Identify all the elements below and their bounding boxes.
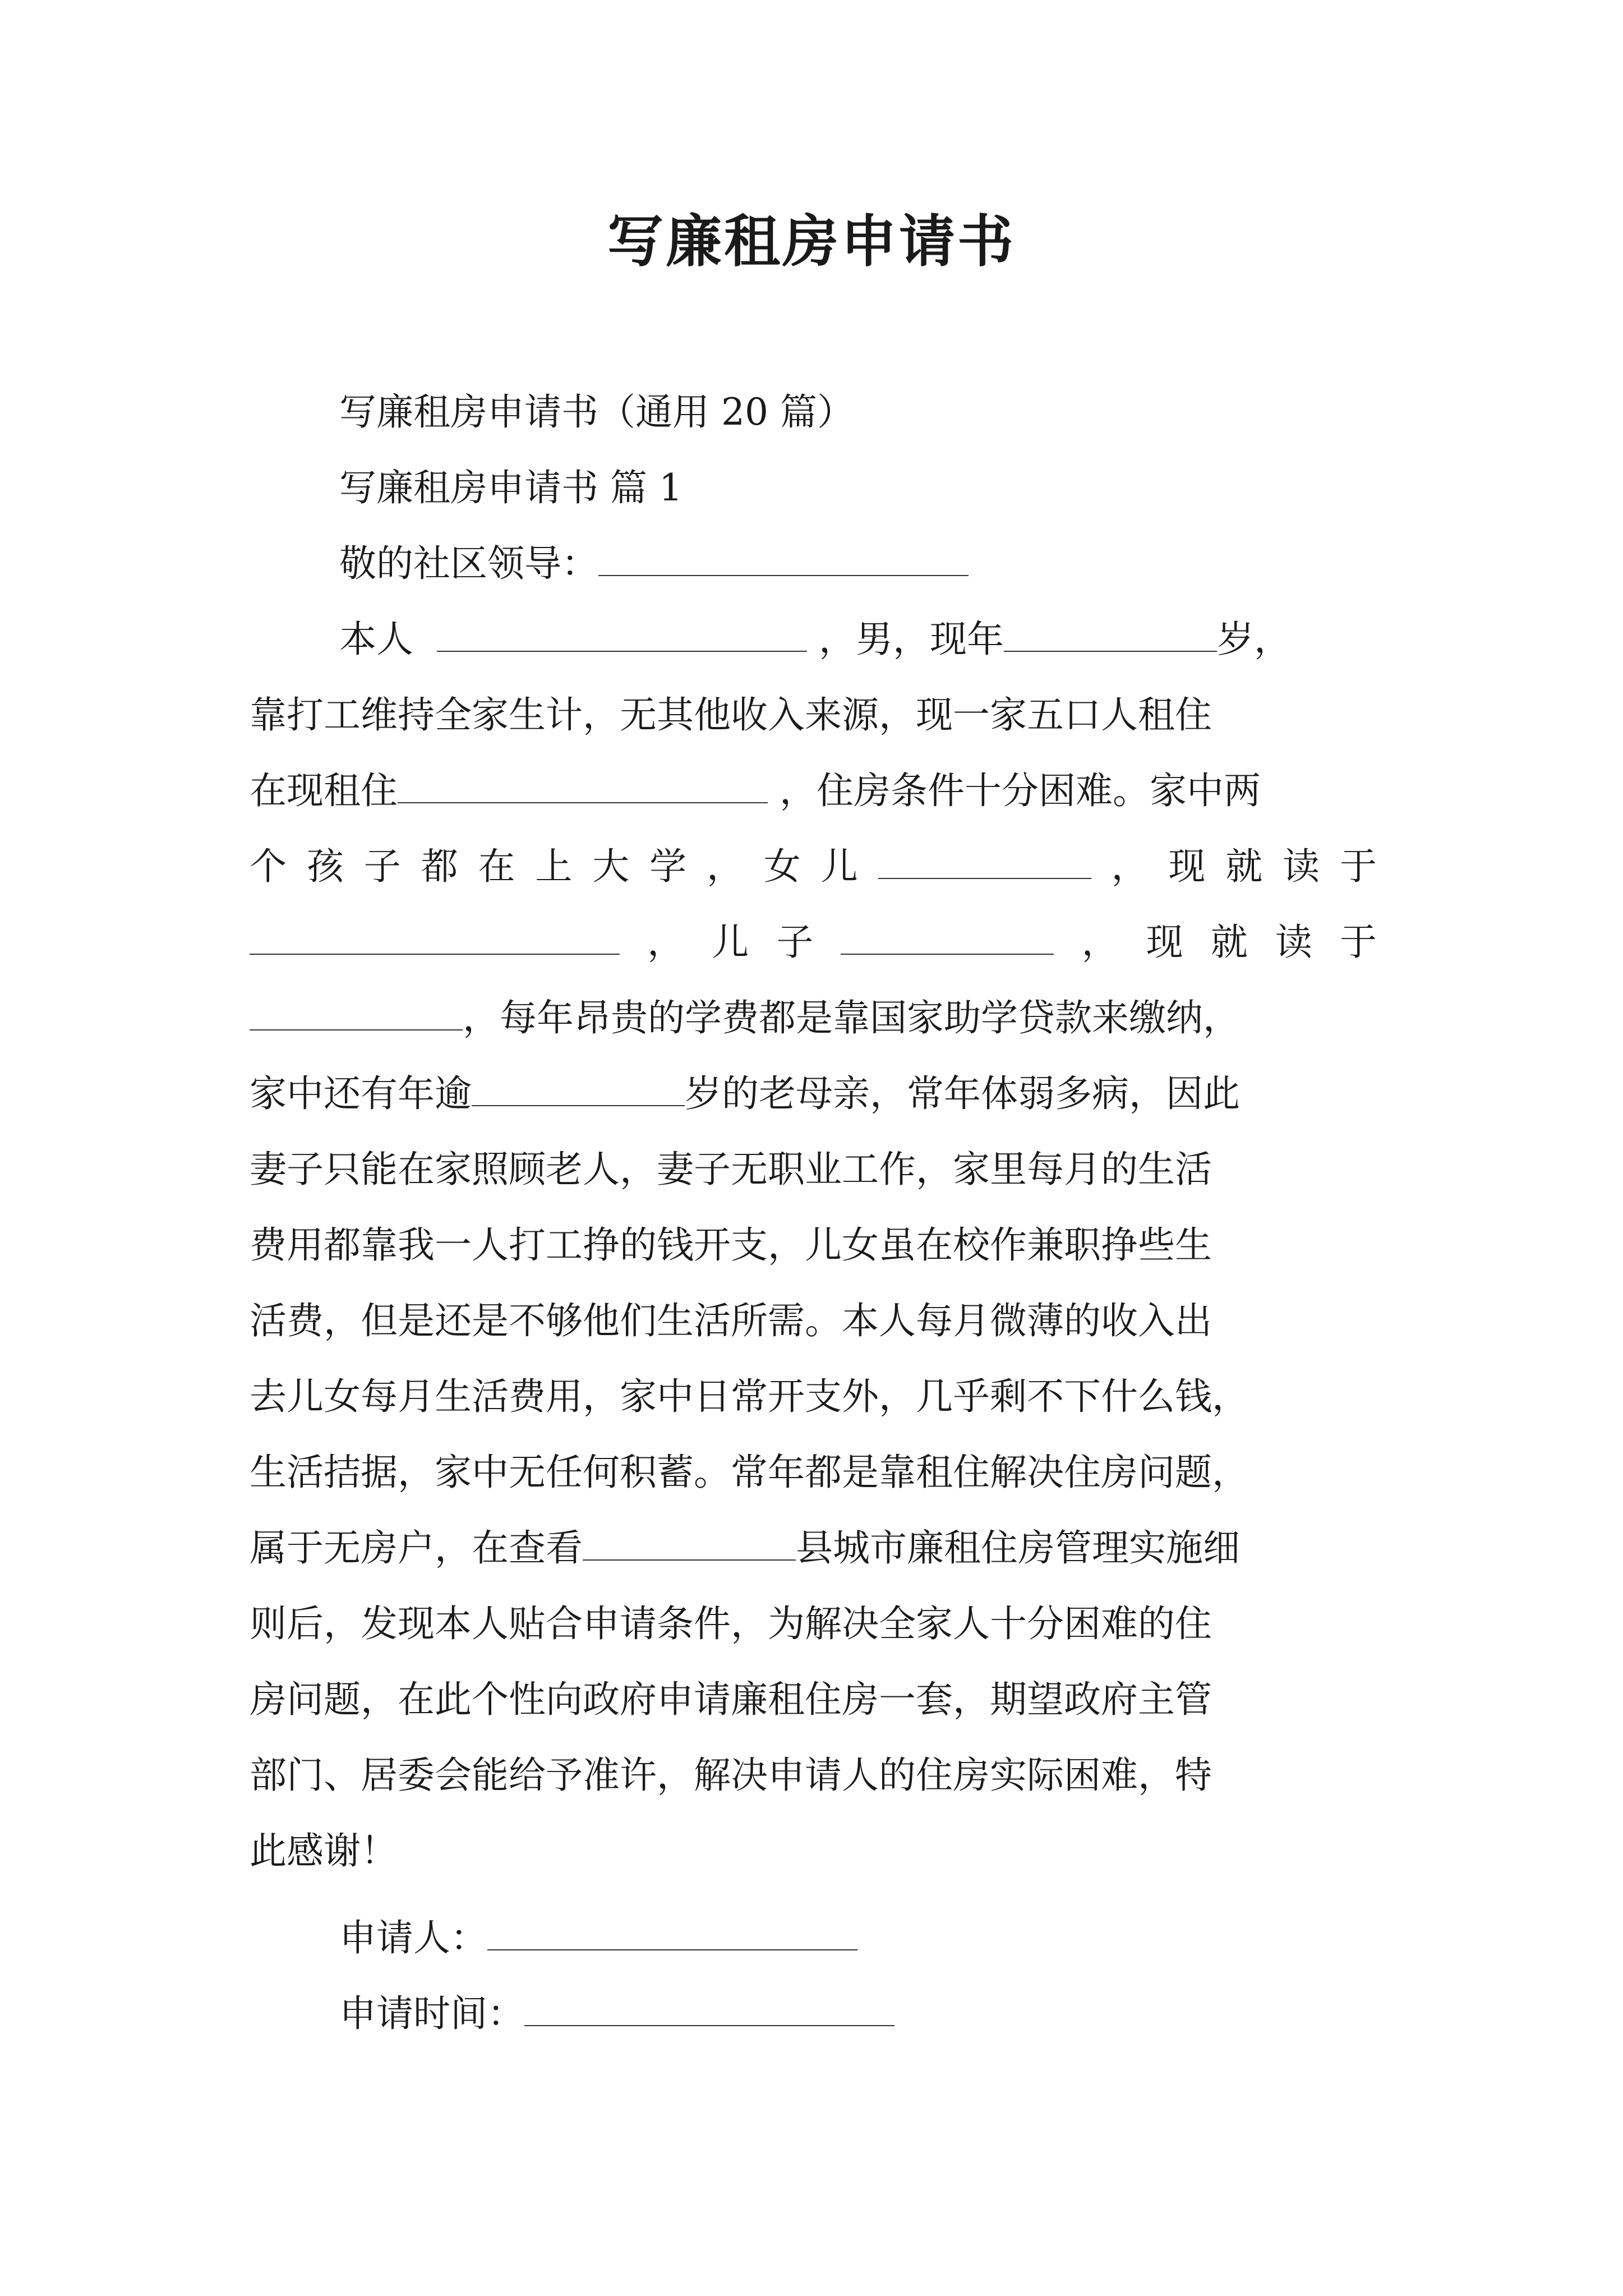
body-char: 学 bbox=[649, 845, 687, 888]
body-line-15: 房问题，在此个性向政府申请廉租住房一套，期望政府主管 bbox=[250, 1678, 1212, 1721]
body-char: 现 bbox=[1168, 845, 1206, 888]
date-blank bbox=[524, 1991, 895, 2026]
body-text: 岁的老母亲，常年体弱多病，因此 bbox=[685, 1072, 1240, 1115]
applicant-blank bbox=[487, 1916, 857, 1950]
body-line-8: 妻子只能在家照顾老人，妻子无职业工作，家里每月的生活 bbox=[250, 1148, 1212, 1191]
date-line bbox=[339, 1989, 895, 2039]
body-char: 就 bbox=[1210, 921, 1248, 964]
body-char: 于 bbox=[1339, 921, 1377, 964]
body-line-17: 此感谢！ bbox=[250, 1829, 398, 1872]
body-char: ， bbox=[707, 845, 744, 888]
body-text: 属于无房户，在查看 bbox=[250, 1526, 583, 1570]
body-line-12: 生活拮据，家中无任何积蓄。常年都是靠租住解决住房问题， bbox=[250, 1451, 1249, 1494]
body-char: 女 bbox=[763, 845, 801, 888]
body-char: 现 bbox=[1146, 921, 1183, 964]
body-char: 儿 bbox=[820, 845, 858, 888]
applicant-label: 申请人： bbox=[339, 1916, 487, 1959]
body-line-14: 则后，发现本人贴合申请条件，为解决全家人十分困难的住 bbox=[250, 1602, 1212, 1645]
body-text: 本人 bbox=[339, 618, 413, 661]
body-line-6 bbox=[250, 993, 1240, 1043]
body-text: 岁， bbox=[1216, 618, 1291, 661]
body-line-9: 费用都靠我一人打工挣的钱开支，儿女虽在校作兼职挣些生 bbox=[250, 1223, 1212, 1267]
body-char: 就 bbox=[1225, 845, 1263, 888]
applicant-line bbox=[339, 1913, 857, 1963]
body-text: ，每年昂贵的学费都是靠国家助学贷款来缴纳， bbox=[463, 996, 1240, 1039]
body-text: ，住房条件十分困难。家中两 bbox=[779, 769, 1261, 812]
document-title: 写廉租房申请书 bbox=[607, 208, 1016, 274]
body-text: 家中还有年逾 bbox=[250, 1072, 472, 1115]
body-char: ， bbox=[647, 921, 685, 964]
body-line-13 bbox=[250, 1523, 1240, 1573]
body-text: 在现租住 bbox=[250, 769, 398, 812]
daughter-name-blank bbox=[878, 844, 1091, 879]
daughter-school-blank bbox=[250, 920, 620, 955]
body-line-10: 活费，但是还是不够他们生活所需。本人每月微薄的收入出 bbox=[250, 1299, 1212, 1342]
body-char: 个 bbox=[250, 845, 287, 888]
body-char: 于 bbox=[1340, 845, 1377, 888]
mother-age-blank bbox=[472, 1071, 685, 1106]
recipient-blank bbox=[598, 541, 969, 576]
body-line-1 bbox=[339, 614, 1291, 665]
body-char: 都 bbox=[421, 845, 458, 888]
son-name-blank bbox=[841, 920, 1054, 955]
body-char: 在 bbox=[478, 845, 515, 888]
body-char: 儿 bbox=[712, 921, 749, 964]
body-char: 子 bbox=[776, 921, 814, 964]
county-blank bbox=[583, 1526, 796, 1561]
body-line-7 bbox=[250, 1069, 1240, 1119]
body-char: 读 bbox=[1275, 921, 1312, 964]
body-char: 大 bbox=[592, 845, 630, 888]
document-subtitle: 写廉租房申请书（通用 20 篇） bbox=[339, 390, 854, 434]
son-school-blank bbox=[250, 996, 463, 1030]
body-char: 子 bbox=[363, 845, 401, 888]
body-char: 读 bbox=[1283, 845, 1320, 888]
body-line-4 bbox=[250, 841, 1377, 892]
date-label: 申请时间： bbox=[339, 1992, 524, 2035]
body-char: 孩 bbox=[306, 845, 344, 888]
name-blank bbox=[437, 617, 807, 652]
body-line-3 bbox=[250, 766, 1261, 816]
salutation-line bbox=[339, 539, 969, 589]
section-heading: 写廉租房申请书 篇 1 bbox=[339, 466, 683, 509]
body-line-16: 部门、居委会能给予准许，解决申请人的住房实际困难，特 bbox=[250, 1754, 1212, 1797]
body-char: 上 bbox=[535, 845, 573, 888]
body-line-11: 去儿女每月生活费用，家中日常开支外，几乎剩不下什么钱， bbox=[250, 1375, 1249, 1418]
body-line-2: 靠打工维持全家生计，无其他收入来源，现一家五口人租住 bbox=[250, 693, 1212, 737]
body-char: ， bbox=[1111, 845, 1149, 888]
body-text: 县城市廉租住房管理实施细 bbox=[796, 1526, 1240, 1570]
body-text: ，男，现年 bbox=[818, 618, 1004, 661]
body-char: ， bbox=[1081, 921, 1119, 964]
body-line-5 bbox=[250, 917, 1377, 968]
salutation-text: 敬的社区领导： bbox=[339, 542, 598, 585]
address-blank bbox=[398, 769, 768, 803]
age-blank bbox=[1004, 617, 1217, 652]
